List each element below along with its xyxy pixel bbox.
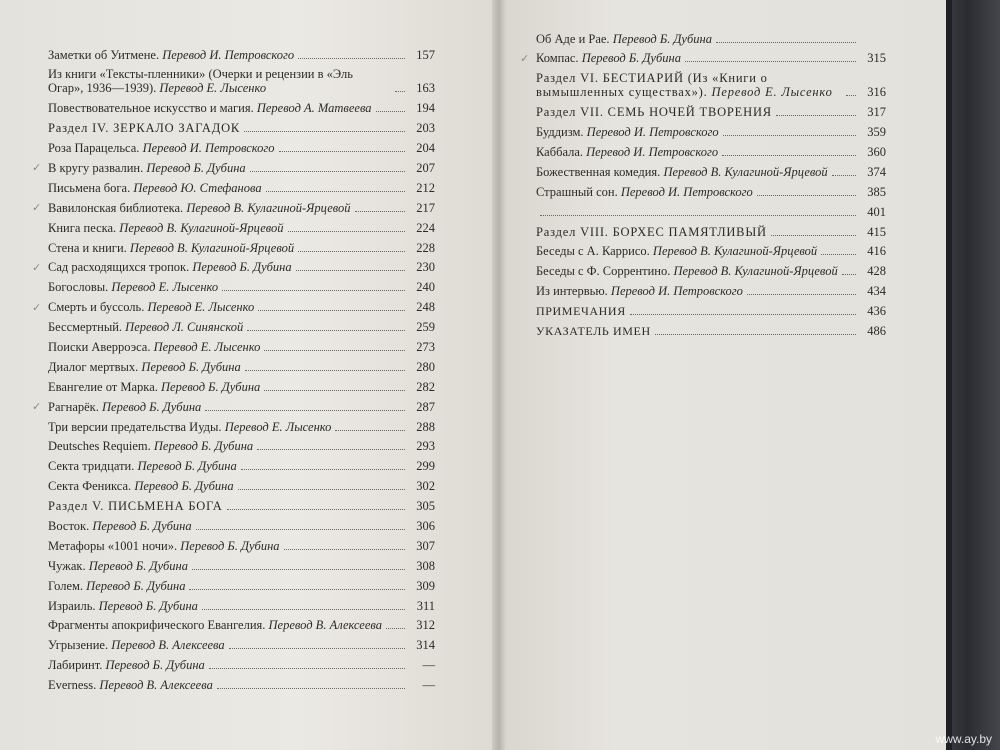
toc-entry — [536, 141, 886, 161]
toc-page-number: 228 — [416, 240, 435, 255]
toc-page-number: 230 — [416, 260, 435, 275]
dot-leader — [747, 294, 856, 295]
toc-entry — [536, 201, 886, 221]
toc-entry-text — [48, 161, 246, 175]
toc-entry — [32, 257, 435, 277]
toc-entry — [32, 297, 435, 317]
toc-entry-text — [48, 48, 294, 62]
toc-entry-text — [48, 420, 331, 434]
toc-entry-title: Евангелие от Марка. — [48, 379, 158, 394]
toc-page-number: 273 — [416, 339, 435, 354]
toc-entry-translator: Перевод Б. Дубина — [146, 160, 246, 175]
toc-entry-title: Секта Феникса. — [48, 479, 132, 494]
toc-page-number: 416 — [867, 244, 886, 259]
dot-leader — [842, 274, 856, 275]
dot-leader — [202, 609, 405, 610]
dot-leader — [771, 235, 856, 236]
watermark: www.ay.by — [935, 732, 992, 746]
toc-entry-text — [48, 380, 260, 394]
toc-entry — [48, 356, 435, 376]
toc-entry-title: Секта тридцати. — [48, 459, 135, 474]
toc-entry-translator: Перевод И. Петровского — [586, 144, 719, 159]
dot-leader — [241, 469, 405, 470]
toc-entry-text — [48, 579, 185, 593]
toc-entry — [48, 237, 435, 257]
dot-leader — [229, 648, 405, 649]
toc-entry-translator: Перевод И. Петровского — [620, 184, 753, 199]
toc-entry-title: ПРИМЕЧАНИЯ — [536, 304, 626, 319]
dot-leader — [192, 569, 405, 570]
toc-entry-text — [536, 51, 681, 65]
toc-entry-text — [48, 320, 243, 334]
toc-page-number: 316 — [867, 85, 886, 100]
toc-page-number: 203 — [416, 121, 435, 136]
dot-leader — [776, 115, 856, 116]
dot-leader — [227, 509, 405, 510]
toc-entry-text — [48, 459, 237, 473]
dot-leader — [296, 270, 405, 271]
toc-entry-text — [536, 225, 767, 239]
toc-page-number: 305 — [416, 499, 435, 514]
toc-entry — [48, 177, 435, 197]
toc-entry-title: УКАЗАТЕЛЬ ИМЕН — [536, 323, 651, 338]
toc-entry-title: Чужак. — [48, 558, 86, 573]
dot-leader — [376, 111, 405, 112]
toc-page-number: 224 — [416, 220, 435, 235]
toc-entry-title: Deutsches Requiem. — [48, 439, 151, 454]
dot-leader — [630, 314, 856, 315]
toc-page-number: 287 — [416, 399, 435, 414]
toc-entry-title: Страшный сон. — [536, 184, 618, 199]
toc-page-number: 280 — [416, 359, 435, 374]
toc-entry-title: Об Аде и Рае. — [536, 31, 610, 46]
toc-entry-translator: Перевод Б. Дубина — [88, 558, 188, 573]
checkmark-icon: ✓ — [32, 261, 42, 274]
toc-entry-title: Вавилонская библиотека. — [48, 200, 184, 215]
dot-leader — [264, 390, 405, 391]
toc-entry-title: Беседы с Ф. Соррентино. — [536, 264, 671, 279]
toc-entry-title: Раздел VI. БЕСТИАРИЙ (Из «Книги о вымышленных существах»). — [536, 71, 768, 100]
right-page — [506, 0, 946, 750]
toc-section-heading — [48, 118, 435, 138]
toc-entry-title: Раздел VIII. БОРХЕС ПАМЯТЛИВЫЙ — [536, 224, 767, 239]
toc-entry — [48, 655, 435, 675]
dot-leader — [298, 58, 405, 59]
toc-entry — [48, 98, 435, 118]
dot-leader — [238, 489, 405, 490]
toc-page-number: 312 — [416, 618, 435, 633]
dot-leader — [247, 330, 405, 331]
toc-entry-title: Из книги «Тексты-пленники» (Очерки и рецензии в «Эль Огар», 1936—1939). — [48, 67, 353, 96]
toc-entry-text — [48, 360, 241, 374]
toc-entry-translator: Перевод Б. Дубина — [141, 359, 241, 374]
toc-entry-text — [48, 260, 292, 274]
toc-entry — [536, 320, 886, 340]
toc-entry — [536, 181, 886, 201]
toc-page-number: 302 — [416, 479, 435, 494]
toc-entry-text — [48, 499, 223, 513]
toc-entry-text — [48, 400, 201, 414]
toc-page-number: 374 — [867, 164, 886, 179]
toc-entry-text — [536, 32, 712, 46]
dot-leader — [723, 135, 856, 136]
toc-page-number: 314 — [416, 638, 435, 653]
toc-entry — [48, 515, 435, 535]
toc-entry — [48, 317, 435, 337]
toc-entry-title: Поиски Аверроэса. — [48, 339, 151, 354]
toc-page-number: 194 — [416, 101, 435, 116]
toc-entry-translator: Перевод В. Кулагиной-Ярцевой — [652, 244, 818, 259]
toc-entry-text — [536, 304, 626, 318]
toc-page-number: — — [422, 678, 435, 693]
dot-leader — [284, 549, 405, 550]
toc-page-number: 385 — [867, 184, 886, 199]
toc-page-number: 217 — [416, 200, 435, 215]
toc-entry-title: Божественная комедия. — [536, 164, 661, 179]
toc-entry-translator: Перевод Б. Дубина — [581, 51, 681, 66]
toc-section-heading — [536, 102, 886, 122]
toc-entry-text — [536, 71, 842, 99]
toc-entry — [32, 396, 435, 416]
dot-leader — [846, 95, 856, 96]
toc-entry — [48, 595, 435, 615]
checkmark-icon: ✓ — [520, 52, 530, 65]
toc-page-number: 308 — [416, 558, 435, 573]
toc-entry-text — [48, 599, 198, 613]
checkmark-icon: ✓ — [32, 202, 42, 215]
toc-entry-translator: Перевод Б. Дубина — [92, 518, 192, 533]
dot-leader — [540, 215, 856, 216]
toc-entry-translator: Перевод В. Алексеева — [111, 638, 225, 653]
toc-entry — [32, 157, 435, 177]
dot-leader — [189, 589, 405, 590]
toc-entry-text — [536, 185, 753, 199]
toc-entry-title: Повествовательное искусство и магия. — [48, 101, 254, 116]
cover-binding — [946, 0, 952, 750]
toc-entry — [48, 635, 435, 655]
toc-entry — [48, 277, 435, 297]
dot-leader — [266, 191, 405, 192]
toc-entry-title: Голем. — [48, 578, 84, 593]
toc-page-number: 486 — [867, 323, 886, 338]
toc-entry — [48, 535, 435, 555]
toc-page-number: 434 — [867, 284, 886, 299]
dot-leader — [279, 151, 405, 152]
toc-entry-translator: Перевод Ю. Стефанова — [133, 180, 262, 195]
toc-entry-text — [48, 181, 262, 195]
dot-leader — [655, 334, 856, 335]
dot-leader — [222, 290, 405, 291]
toc-entry-translator: Перевод Б. Дубина — [153, 439, 254, 454]
toc-page-number: 157 — [416, 47, 435, 62]
toc-entry — [48, 476, 435, 496]
toc-entry-translator: Перевод Б. Дубина — [102, 399, 202, 414]
dot-leader — [685, 61, 856, 62]
dot-leader — [335, 430, 405, 431]
toc-entry-text — [48, 121, 240, 135]
toc-entry-text — [48, 141, 275, 155]
toc-entry-translator: Перевод Е. Лысенко — [147, 300, 255, 315]
toc-entry-text — [536, 125, 719, 139]
toc-entry-text — [536, 264, 838, 278]
toc-entry-title: Раздел V. ПИСЬМЕНА БОГА — [48, 499, 223, 514]
toc-page-number: 212 — [416, 180, 435, 195]
toc-entry-title: Каббала. — [536, 144, 584, 159]
toc-page-number: 207 — [416, 160, 435, 175]
toc-page-number: — — [422, 658, 435, 673]
toc-entry-translator: Перевод И. Петровского — [586, 125, 719, 140]
toc-entry-translator: Перевод Л. Синянской — [125, 320, 244, 335]
toc-entry-text — [48, 201, 351, 215]
toc-entry — [520, 48, 886, 68]
toc-entry-translator: Перевод Б. Дубина — [98, 598, 198, 613]
toc-section-heading — [536, 221, 886, 241]
dot-leader — [395, 91, 405, 92]
toc-entry — [48, 64, 435, 98]
toc-page-number: 282 — [416, 379, 435, 394]
toc-page-number: 259 — [416, 320, 435, 335]
toc-entry-text — [48, 221, 284, 235]
toc-entry-title: Израиль. — [48, 598, 96, 613]
dot-leader — [722, 155, 856, 156]
toc-entry-translator: Перевод Б. Дубина — [137, 459, 237, 474]
toc-page-number: 415 — [867, 224, 886, 239]
toc-entry-title: Компас. — [536, 51, 579, 66]
toc-entry — [48, 336, 435, 356]
toc-entry-text — [48, 559, 188, 573]
toc-entry-text — [536, 324, 651, 338]
toc-entry-text — [48, 67, 391, 95]
checkmark-icon: ✓ — [32, 162, 42, 175]
toc-entry — [48, 436, 435, 456]
dot-leader — [217, 688, 405, 689]
toc-page-number: 307 — [416, 538, 435, 553]
book-cover-edge — [946, 0, 1000, 750]
toc-entry-title: Письмена бога. — [48, 180, 131, 195]
toc-entry-title: Лабиринт. — [48, 658, 103, 673]
toc-section-heading — [536, 68, 886, 102]
dot-leader — [716, 42, 856, 43]
toc-entry-title: Буддизм. — [536, 125, 584, 140]
toc-entry-text — [48, 638, 225, 652]
toc-entry — [32, 197, 435, 217]
toc-entry-text — [48, 618, 382, 632]
toc-entry-text — [536, 145, 718, 159]
toc-entry-text — [48, 539, 280, 553]
toc-entry-title: Роза Парацельса. — [48, 141, 140, 156]
toc-page-number: 436 — [867, 304, 886, 319]
toc-entry-title: Три версии предательства Иуды. — [48, 419, 222, 434]
toc-entry — [48, 675, 435, 695]
dot-leader — [355, 211, 405, 212]
toc-entry — [48, 376, 435, 396]
toc-entry-text — [48, 658, 205, 672]
toc-page-number: 293 — [416, 439, 435, 454]
toc-entry-translator: Перевод А. Матвеева — [256, 101, 372, 116]
toc-entry — [536, 122, 886, 142]
toc-entry — [536, 161, 886, 181]
toc-entry — [48, 44, 435, 64]
toc-page-number: 359 — [867, 125, 886, 140]
toc-entry-translator: Перевод В. Кулагиной-Ярцевой — [663, 164, 828, 179]
dot-leader — [757, 195, 856, 196]
toc-entry-text — [48, 519, 192, 533]
toc-entry-title: Раздел VII. СЕМЬ НОЧЕЙ ТВОРЕНИЯ — [536, 105, 772, 120]
checkmark-icon: ✓ — [32, 401, 42, 414]
toc-page-number: 204 — [416, 141, 435, 156]
toc-entry-translator: Перевод Е. Лысенко — [153, 339, 261, 354]
toc-section-heading — [48, 496, 435, 516]
toc-entry-text — [48, 280, 218, 294]
dot-leader — [832, 175, 856, 176]
left-toc-list — [32, 44, 435, 695]
toc-entry-title: Восток. — [48, 518, 90, 533]
toc-entry-translator: Перевод Б. Дубина — [192, 260, 292, 275]
dot-leader — [264, 350, 405, 351]
dot-leader — [209, 668, 405, 669]
toc-entry-translator: Перевод Б. Дубина — [161, 379, 261, 394]
toc-entry-text — [536, 244, 817, 258]
toc-entry-translator: Перевод Б. Дубина — [612, 31, 712, 46]
toc-entry-title: Рагнарёк. — [48, 399, 99, 414]
toc-entry-text — [536, 105, 772, 119]
toc-entry-title: Беседы с А. Каррисо. — [536, 244, 650, 259]
toc-entry-translator: Перевод Е. Лысенко — [711, 85, 833, 100]
toc-entry-title: Книга песка. — [48, 220, 117, 235]
toc-entry-translator: Перевод И. Петровского — [610, 284, 743, 299]
toc-page-number: 311 — [416, 598, 435, 613]
toc-page-number: 288 — [416, 419, 435, 434]
right-toc-list — [520, 28, 886, 340]
toc-entry — [536, 281, 886, 301]
toc-entry — [536, 261, 886, 281]
toc-entry — [536, 301, 886, 321]
dot-leader — [245, 370, 405, 371]
toc-entry-title: Бессмертный. — [48, 320, 123, 335]
toc-entry-title: Угрызение. — [48, 638, 109, 653]
toc-entry-text — [536, 284, 743, 298]
toc-entry-text — [48, 241, 294, 255]
toc-entry — [48, 416, 435, 436]
toc-entry-text — [48, 678, 213, 692]
toc-entry-translator: Перевод В. Алексеева — [99, 678, 213, 693]
dot-leader — [258, 310, 405, 311]
toc-page-number: 309 — [416, 578, 435, 593]
toc-entry-translator: Перевод В. Кулагиной-Ярцевой — [129, 240, 295, 255]
toc-entry-translator: Перевод Б. Дубина — [134, 479, 234, 494]
toc-entry-translator: Перевод В. Кулагиной-Ярцевой — [673, 264, 838, 279]
toc-entry — [536, 28, 886, 48]
toc-entry-translator: Перевод В. Кулагиной-Ярцевой — [119, 220, 284, 235]
toc-entry-text — [48, 439, 253, 453]
toc-entry — [48, 575, 435, 595]
toc-entry-translator: Перевод Б. Дубина — [105, 658, 205, 673]
book-spine — [492, 0, 506, 750]
toc-page-number: 315 — [867, 51, 886, 66]
toc-page-number: 428 — [867, 264, 886, 279]
dot-leader — [196, 529, 405, 530]
toc-entry — [48, 217, 435, 237]
toc-entry-title: Диалог мертвых. — [48, 359, 139, 374]
toc-entry-title: Раздел IV. ЗЕРКАЛО ЗАГАДОК — [48, 121, 241, 136]
dot-leader — [244, 131, 405, 132]
toc-entry-translator: Перевод В. Кулагиной-Ярцевой — [186, 200, 351, 215]
toc-entry-translator: Перевод В. Алексеева — [268, 618, 382, 633]
toc-entry-translator: Перевод И. Петровского — [162, 47, 295, 62]
toc-entry-title: Метафоры «1001 ночи». — [48, 538, 178, 553]
toc-entry-translator: Перевод Е. Лысенко — [159, 81, 267, 96]
checkmark-icon: ✓ — [32, 301, 42, 314]
dot-leader — [821, 254, 856, 255]
toc-entry-text — [536, 165, 828, 179]
toc-entry-title: Everness. — [48, 678, 97, 693]
toc-entry-text — [48, 340, 260, 354]
dot-leader — [257, 449, 405, 450]
toc-entry — [48, 456, 435, 476]
toc-entry-translator: Перевод И. Петровского — [142, 141, 275, 156]
toc-page-number: 299 — [416, 459, 435, 474]
toc-entry — [48, 138, 435, 158]
toc-page-number: 317 — [867, 105, 886, 120]
toc-page-number: 163 — [416, 81, 435, 96]
toc-entry — [48, 555, 435, 575]
toc-entry-translator: Перевод Б. Дубина — [86, 578, 186, 593]
dot-leader — [386, 628, 405, 629]
toc-entry-title: Заметки об Уитмене. — [48, 47, 160, 62]
toc-entry-title: Богословы. — [48, 280, 109, 295]
dot-leader — [250, 171, 405, 172]
dot-leader — [288, 231, 405, 232]
toc-entry-title: Из интервью. — [536, 284, 608, 299]
toc-entry-title: Сад расходящихся тропок. — [48, 260, 190, 275]
toc-page-number: 306 — [416, 518, 435, 533]
toc-entry-title: Фрагменты апокрифического Евангелия. — [48, 618, 266, 633]
toc-page-number: 360 — [867, 144, 886, 159]
toc-page-number: 401 — [867, 204, 886, 219]
toc-page-number: 240 — [416, 280, 435, 295]
toc-entry-translator: Перевод Б. Дубина — [180, 538, 280, 553]
dot-leader — [205, 410, 405, 411]
toc-entry-text — [48, 479, 234, 493]
dot-leader — [298, 251, 405, 252]
toc-entry-text — [48, 101, 372, 115]
toc-entry-translator: Перевод Е. Лысенко — [111, 280, 219, 295]
toc-entry — [48, 615, 435, 635]
toc-entry-title: В кругу развалин. — [48, 160, 144, 175]
toc-entry-title: Стена и книги. — [48, 240, 127, 255]
toc-entry — [536, 241, 886, 261]
toc-entry-translator: Перевод Е. Лысенко — [224, 419, 332, 434]
toc-entry-text — [48, 300, 254, 314]
toc-entry-title: Смерть и буссоль. — [48, 300, 145, 315]
left-page — [0, 0, 495, 750]
toc-page-number: 248 — [416, 300, 435, 315]
